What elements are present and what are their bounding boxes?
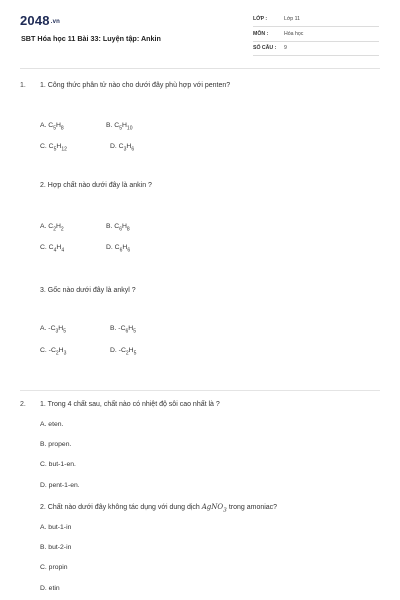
question-1-1-text: 1. Công thức phân tử nào cho dưới đây phù hợp với penten? xyxy=(40,82,231,89)
option-d[interactable]: D. pent-1-en. xyxy=(40,482,80,489)
logo-suffix: .vn xyxy=(50,19,61,25)
option-c[interactable]: C. $C_4H_4$ xyxy=(40,244,65,254)
option-a[interactable]: A. but-1-in xyxy=(40,524,72,531)
meta-subject-row xyxy=(253,28,379,42)
meta-class-value: Lớp 11 xyxy=(284,16,300,22)
option-c[interactable]: C. but-1-en. xyxy=(40,461,76,468)
option-b[interactable]: B. propen. xyxy=(40,441,72,448)
question-2-1-text: 1. Trong 4 chất sau, chất nào có nhiệt độ sôi cao nhất là ? xyxy=(40,401,220,408)
option-a[interactable]: A. $C_2H_2$ xyxy=(40,223,64,233)
header-divider xyxy=(20,68,380,69)
option-d[interactable]: D. $C_6H_6$ xyxy=(106,244,131,254)
meta-subject-value: Hóa học xyxy=(284,31,304,37)
logo-text: 2048 xyxy=(20,13,50,28)
question-1-2-text: 2. Hợp chất nào dưới đây là ankin ? xyxy=(40,182,152,189)
document-title: SBT Hóa học 11 Bài 33: Luyện tập: Ankin xyxy=(21,34,161,43)
option-a[interactable]: A. $-C_3H_5$ xyxy=(40,325,66,335)
option-c[interactable]: C. propin xyxy=(40,564,68,571)
option-a[interactable]: A. eten. xyxy=(40,421,64,428)
meta-count-value: 9 xyxy=(284,45,287,51)
question-2-2-text: 2. Chất nào dưới đây không tác dụng với dung dịch AgNO$_3$ trong amoniac? xyxy=(40,503,278,514)
option-d[interactable]: D. $-C_2H_5$ xyxy=(110,347,137,357)
question-divider xyxy=(20,390,380,391)
site-logo[interactable] xyxy=(20,13,60,28)
option-b[interactable]: B. $C_5H_{10}$ xyxy=(106,122,133,132)
meta-class-key: LỚP : xyxy=(253,16,268,22)
option-b[interactable]: B. $-C_6H_5$ xyxy=(110,325,136,335)
meta-class-row xyxy=(253,13,379,27)
option-b[interactable]: B. but-2-in xyxy=(40,544,72,551)
formula-agno3: AgNO$_3$ xyxy=(201,503,227,514)
question-1-3-text: 3. Gốc nào dưới đây là ankyl ? xyxy=(40,287,136,294)
meta-count-key: SỐ CÂU : xyxy=(253,45,277,51)
option-a[interactable]: A. $C_5H_8$ xyxy=(40,122,64,132)
question-1-number: 1. xyxy=(20,82,26,89)
option-c[interactable]: C. $-C_2H_3$ xyxy=(40,347,67,357)
option-d[interactable]: D. etin xyxy=(40,585,60,592)
option-c[interactable]: C. $C_5H_{12}$ xyxy=(40,143,67,153)
option-b[interactable]: B. $C_6H_8$ xyxy=(106,223,130,233)
meta-count-row xyxy=(253,42,379,56)
meta-subject-key: MÔN : xyxy=(253,31,269,37)
question-2-number: 2. xyxy=(20,401,26,408)
option-d[interactable]: D. $C_3H_6$ xyxy=(110,143,135,153)
